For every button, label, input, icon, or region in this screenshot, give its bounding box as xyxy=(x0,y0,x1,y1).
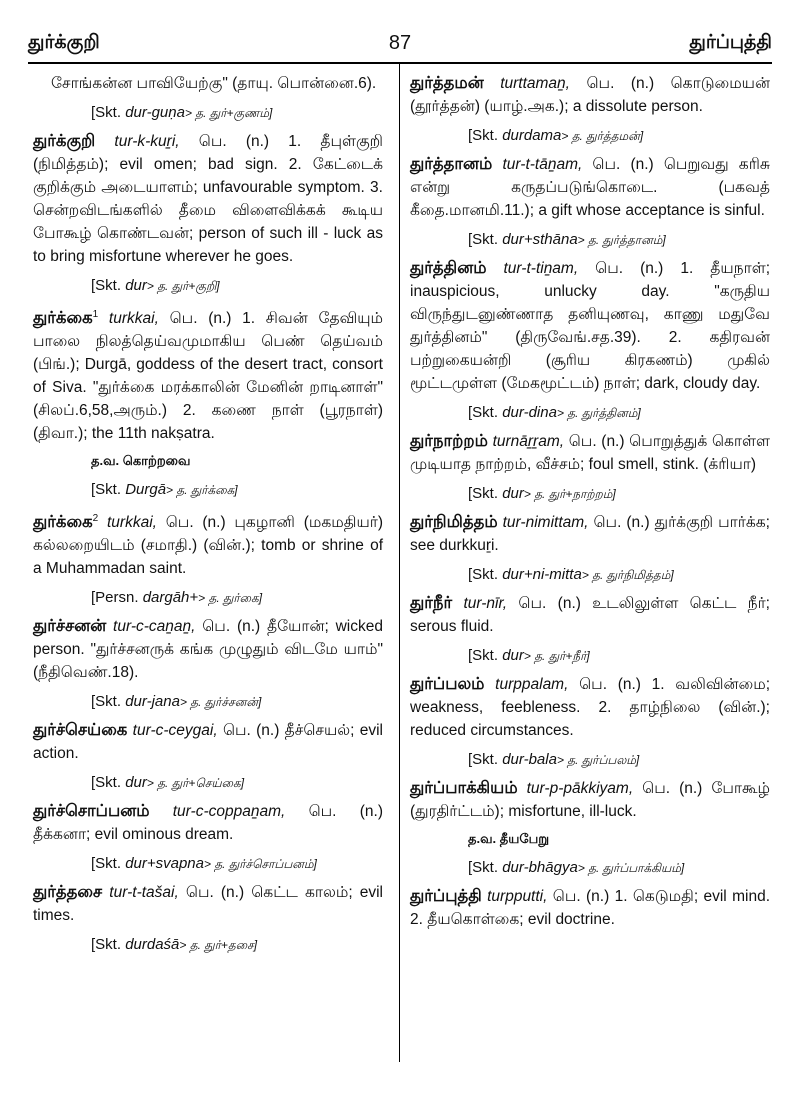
etymology-target: > த. துர்ப்பாக்கியம்] xyxy=(577,861,685,875)
continued-entry-text: சோங்கன்ன பாவியேற்கு" (தாயு. பொன்னை.6). xyxy=(51,75,377,92)
etymology-target: > த. துர்ச்சொப்பனம்] xyxy=(204,857,317,872)
etymology-language: [Skt. xyxy=(468,647,503,664)
transliteration: tur-c-caṉaṉ, xyxy=(113,618,196,636)
etymology-language: [Skt. xyxy=(468,859,503,876)
etymology xyxy=(410,401,770,425)
header-right-guideword: துர்ப்புத்தி xyxy=(689,32,772,53)
definition: பெ. (n.) புகழானி (மகமதியர்) கல்லறையிடம் (சமாதி.) (வின்.); tomb or shrine of a Muhammadan saint. xyxy=(33,514,383,578)
transliteration: tur-t-tašai, xyxy=(109,884,179,902)
transliteration: tur-c-coppaṉam, xyxy=(172,803,286,821)
column-divider xyxy=(399,62,400,1062)
transliteration: tur-c-ceygai, xyxy=(132,722,218,740)
definition: பெ. (n.) 1. தீயநாள்; inauspicious, unlucky day. "கருதிய விருந்துடனுண்ணாத தனியுணவு, காணு மதுவே துர்த்தினம்" (திருவேங்.சத.39). 2. கதிரவன் பற்றுகையன்றி (சூரிய கிரகணம்) முகில் மூட்டமுள்ள (மேகமூட்டம்) நாள்; dark, cloudy day. xyxy=(410,260,770,392)
etymology-source: dur+svapna xyxy=(125,855,204,873)
etymology xyxy=(410,482,770,506)
transliteration: turttamaṉ, xyxy=(500,75,570,92)
right-entries xyxy=(410,72,770,931)
dictionary-entry xyxy=(410,153,770,222)
transliteration: tur-t-tiṉam, xyxy=(503,260,579,277)
definition: பெ. (n.) துர்க்குறி பார்க்க; see durkkuṟi. xyxy=(410,514,770,554)
transliteration: tur-t-tāṉam, xyxy=(502,156,583,173)
dictionary-entry xyxy=(410,511,770,557)
etymology-target: > த. துர்+தசை] xyxy=(179,938,258,953)
headword: துர்நீர் xyxy=(410,594,453,612)
etymology-language: [Skt. xyxy=(91,855,126,873)
etymology-source: dur xyxy=(125,774,147,792)
etymology xyxy=(410,748,770,772)
etymology: [Skt. dur-guṇa> த. துர்+குணம்] xyxy=(91,104,273,121)
definition: பெ. (n.) உடலிலுள்ள கெட்ட நீர்; serous fluid. xyxy=(410,595,770,635)
tamil-equivalent: த.வ. கொற்றவை xyxy=(91,453,191,469)
etymology-source: dur-dina xyxy=(502,404,557,421)
etymology-target: > த. துர்+குறி] xyxy=(146,279,220,293)
definition: பெ. (n.) 1. தீபுள்குறி (நிமித்தம்); evil omen; bad sign. 2. கேட்டைக் குறிக்கும் அடையாளம்; unfavourable symptom. 3. சென்றவிடங்களில் தீமை விளைவிக்கக் கூடிய போகூழ் கொண்டவன்; person of such ill - luck as to bring misfortune wherever he goes. xyxy=(33,133,383,265)
definition: பெ. (n.) 1. கெடுமதி; evil mind. 2. தீயகொள்கை; evil doctrine. xyxy=(410,888,770,928)
etymology xyxy=(33,933,383,957)
etymology-source: dur-bhāgya xyxy=(502,859,578,876)
homonym-number: 1 xyxy=(92,309,99,320)
homonym-number: 2 xyxy=(92,513,99,525)
transliteration: tur-nīr, xyxy=(463,595,508,612)
header-rule xyxy=(28,62,772,64)
transliteration: turkkai, xyxy=(108,310,159,328)
etymology-source: durdama xyxy=(502,127,562,144)
etymology xyxy=(33,478,383,502)
headword: துர்க்கை xyxy=(33,309,93,328)
etymology-source: Durgā xyxy=(125,481,167,499)
transliteration: tur-nimittam, xyxy=(502,514,589,531)
etymology xyxy=(33,852,383,876)
etymology xyxy=(33,586,383,610)
etymology xyxy=(410,228,770,252)
transliteration: tur-k-kuṟi, xyxy=(114,133,180,150)
running-header xyxy=(28,32,772,60)
headword: துர்த்தமன் xyxy=(410,74,484,92)
right-column xyxy=(410,72,770,931)
etymology-target: > த. துர்ச்சனன்] xyxy=(179,695,262,710)
etymology-target: > த. துர்கை] xyxy=(198,591,263,606)
etymology xyxy=(33,690,383,714)
etymology xyxy=(410,856,770,880)
left-entries xyxy=(33,130,383,957)
etymology-source: dargāh+ xyxy=(142,589,199,607)
etymology-language: [Skt. xyxy=(91,936,126,954)
etymology-target: > த. துர்த்தானம்] xyxy=(577,233,666,247)
etymology-source: dur-jana xyxy=(125,693,180,711)
etymology-source: dur xyxy=(125,277,147,294)
definition: பெ. (n.) தீச்செயல்; evil action. xyxy=(33,722,383,763)
dictionary-entry xyxy=(410,592,770,638)
dictionary-entry xyxy=(410,885,770,931)
headword: துர்க்கை xyxy=(33,513,93,532)
definition: பெ. (n.) 1. வலிவின்மை; weakness, feebleness. 2. தாழ்நிலை (வின்.); reduced circumstances. xyxy=(410,676,770,739)
transliteration: tur-p-pākkiyam, xyxy=(526,780,634,797)
etymology-target: > த. துர்+நீர்] xyxy=(523,649,590,663)
headword: துர்க்குறி xyxy=(33,132,96,150)
headword: துர்ச்செய்கை xyxy=(33,721,128,740)
etymology-language: [Skt. xyxy=(468,566,503,583)
definition: பெ. (n.) பெறுவது கரிசு என்று கருதப்படுங்கொடை. (பகவத் கீதை.மானமி.11.); a gift whose acceptance is sinful. xyxy=(410,156,770,219)
headword: துர்நிமித்தம் xyxy=(410,513,498,531)
etymology-language: [Skt. xyxy=(468,485,503,502)
page-number: 87 xyxy=(388,32,412,54)
dictionary-entry xyxy=(410,430,770,476)
etymology-language: [Skt. xyxy=(468,751,503,768)
headword: துர்ப்பாக்கியம் xyxy=(410,779,518,797)
etymology-source: dur xyxy=(502,485,524,502)
dictionary-entry xyxy=(33,615,383,684)
etymology-target: > த. துர்க்கை] xyxy=(166,483,238,498)
etymology xyxy=(33,274,383,298)
etymology-source: dur xyxy=(502,647,524,664)
etymology-language: [Skt. xyxy=(468,404,503,421)
left-column xyxy=(33,72,383,962)
headword: துர்த்தசை xyxy=(33,883,103,902)
definition: பெ. (n.) தீயோன்; wicked person. "துர்ச்சனருக் கங்க முழுதும் விடமே யாம்" (நீதிவெண்.18). xyxy=(33,618,383,682)
etymology-language: [Skt. xyxy=(91,774,126,792)
dictionary-entry xyxy=(33,881,383,927)
dictionary-entry xyxy=(410,72,770,118)
etymology-target: > த. துர்+நாற்றம்] xyxy=(523,487,616,501)
header-left-guideword: துர்க்குறி xyxy=(28,32,100,53)
transliteration: turkkai, xyxy=(106,514,157,532)
headword: துர்ப்புத்தி xyxy=(410,887,482,905)
dictionary-entry xyxy=(33,800,383,846)
headword: துர்த்தானம் xyxy=(410,155,493,173)
etymology-target: > த. துர்நிமித்தம்] xyxy=(581,568,674,582)
dictionary-entry xyxy=(33,507,383,580)
definition: பெ. (n.) பொறுத்துக் கொள்ள முடியாத நாற்றம், வீச்சம்; foul smell, stink. (க்ரியா) xyxy=(410,433,770,473)
headword: துர்ச்சனன் xyxy=(33,617,107,636)
etymology xyxy=(410,563,770,587)
definition: பெ. (n.) 1. சிவன் தேவியும் பாலை நிலத்தெய்வமுமாகிய பெண் தெய்வம் (பிங்.); Durgā, goddess of the desert tract, consort of Siva. "துர்க்கை மரக்காலின் மேனின் றாடினாள்" (சிலப்.6,58,அரும்.) 2. கணை நாள் (பூரநாள்) (திவா.); the 11th nakṣatra. xyxy=(33,310,383,443)
etymology-target: > த. துர்+செய்கை] xyxy=(146,776,245,791)
etymology-source: dur+sthāna xyxy=(502,231,578,248)
definition: பெ. (n.) தீக்கனா; evil ominous dream. xyxy=(33,803,383,844)
etymology-language: [Persn. xyxy=(91,589,143,607)
dictionary-entry xyxy=(410,257,770,395)
etymology-source: dur+ni-mitta xyxy=(502,566,582,583)
transliteration: turnāṟṟam, xyxy=(492,433,565,450)
etymology-target: > த. துர்த்தமன்] xyxy=(561,129,644,143)
definition: பெ. (n.) கெட்ட காலம்; evil times. xyxy=(33,884,383,925)
dictionary-entry xyxy=(33,719,383,765)
transliteration: turppalam, xyxy=(495,676,569,693)
definition: பெ. (n.) போகூழ் (துரதிர்ட்டம்); misfortune, ill-luck. xyxy=(410,780,770,820)
dictionary-entry xyxy=(410,777,770,823)
dictionary-entry xyxy=(33,303,383,445)
etymology-source: dur-bala xyxy=(502,751,557,768)
etymology-language: [Skt. xyxy=(91,277,126,294)
transliteration: turpputti, xyxy=(487,888,548,905)
headword: துர்ப்பலம் xyxy=(410,675,485,693)
etymology-target: > த. துர்த்தினம்] xyxy=(556,406,641,420)
etymology-language: [Skt. xyxy=(91,481,126,499)
etymology-language: [Skt. xyxy=(468,231,503,248)
headword: துர்நாற்றம் xyxy=(410,432,488,450)
dictionary-entry xyxy=(33,130,383,268)
dictionary-entry xyxy=(410,673,770,742)
etymology-target: > த. துர்ப்பலம்] xyxy=(556,753,640,767)
headword: துர்ச்சொப்பனம் xyxy=(33,802,150,821)
etymology-language: [Skt. xyxy=(91,693,126,711)
etymology xyxy=(410,644,770,668)
etymology xyxy=(410,124,770,148)
definition: பெ. (n.) கொடுமையன் (தூர்த்தன்) (யாழ்.அக.); a dissolute person. xyxy=(410,75,770,115)
etymology-language: [Skt. xyxy=(468,127,503,144)
tamil-equivalent: த.வ. தீயபேறு xyxy=(468,831,550,846)
etymology xyxy=(33,771,383,795)
headword: துர்த்தினம் xyxy=(410,259,487,277)
etymology-source: durdaśā xyxy=(125,936,180,954)
